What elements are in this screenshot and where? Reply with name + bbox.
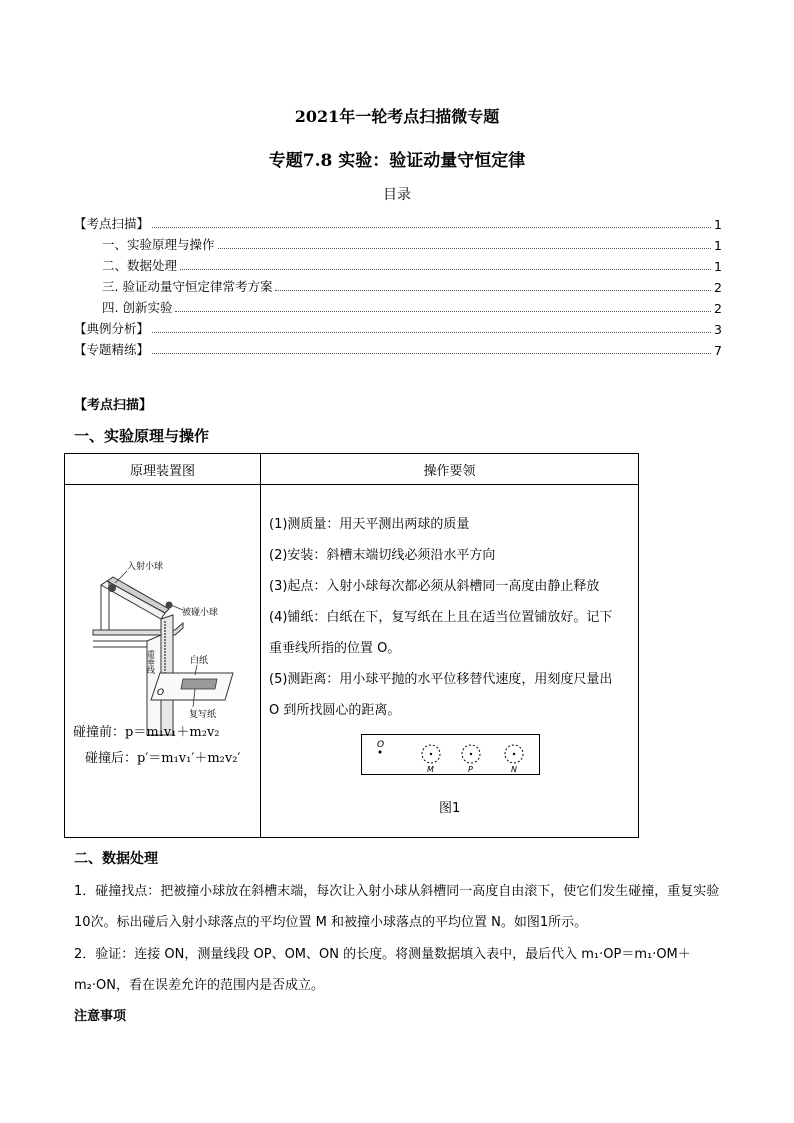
- toc-leader-dots: [218, 248, 711, 249]
- toc-entry-page: 2: [714, 301, 722, 316]
- fig-label-m: M: [427, 765, 434, 774]
- toc-entry-label: 三. 验证动量守恒定律常考方案: [102, 279, 273, 294]
- toc-entry-page: 1: [714, 259, 722, 274]
- label-target-ball: 被碰小球: [182, 608, 219, 618]
- label-point-o: O: [157, 688, 165, 698]
- toc-entry-page: 7: [714, 343, 722, 358]
- fig-label-o: O: [377, 740, 385, 750]
- toc-leader-dots: [152, 227, 711, 228]
- op-step: O 到所找圆心的距离。: [269, 703, 401, 718]
- document-subtitle: 专题7.8 实验：验证动量守恒定律: [268, 151, 526, 171]
- table-of-contents: [74, 211, 722, 358]
- figure-caption: 图1: [439, 801, 461, 816]
- toc-entry[interactable]: [74, 295, 722, 316]
- toc-entry-page: 3: [714, 322, 722, 337]
- diagram-cell: [65, 485, 261, 838]
- section-heading-data: 二、数据处理: [74, 851, 158, 867]
- toc-entry-label: 四. 创新实验: [102, 300, 173, 315]
- experiment-table: [64, 453, 639, 838]
- paragraph-collision: 1．碰撞找点：把被撞小球放在斜槽末端，每次让入射小球从斜槽同一高度自由滚下，使它们发生碰撞，重复实验10次。标出碰后入射小球落点的平均位置 M 和被撞小球落点的平均位置 N。如图1所示。: [74, 884, 720, 930]
- toc-leader-dots: [180, 269, 711, 270]
- toc-entry-label: 【考点扫描】: [74, 216, 150, 231]
- toc-leader-dots: [275, 290, 711, 291]
- toc-entry-label: 【典例分析】: [74, 321, 150, 336]
- toc-leader-dots: [152, 332, 711, 333]
- section-label: 【考点扫描】: [74, 398, 153, 413]
- operations-cell: [261, 485, 639, 838]
- paragraph-verify: 2．验证：连接 ON，测量线段 OP、OM、ON 的长度。将测量数据填入表中，最后代入 m₁·OP＝m₁·OM＋m₂·ON，看在误差允许的范围内是否成立。: [74, 947, 691, 993]
- formula-after: 碰撞后：p′＝m₁v₁′＋m₂v₂′: [85, 751, 241, 766]
- toc-entry[interactable]: [74, 211, 722, 232]
- fig-label-n: N: [511, 765, 517, 774]
- table-header-diagram: 原理装置图: [65, 454, 261, 485]
- toc-entry-label: 【专题精练】: [74, 342, 150, 357]
- incident-ball: [108, 584, 116, 592]
- document-title: 2021年一轮考点扫描微专题: [294, 107, 500, 126]
- toc-entry[interactable]: [74, 274, 722, 295]
- toc-entry[interactable]: [74, 253, 722, 274]
- label-white-paper: 白纸: [190, 656, 209, 666]
- op-step: (3)起点：入射小球每次都必须从斜槽同一高度由静止释放: [269, 579, 600, 594]
- toc-heading: 目录: [383, 187, 411, 203]
- fig-label-p: P: [468, 765, 473, 774]
- section-heading-principle: 一、实验原理与操作: [74, 427, 210, 445]
- toc-entry-page: 1: [714, 238, 722, 253]
- op-step: (4)铺纸：白纸在下，复写纸在上且在适当位置铺放好。记下: [269, 610, 613, 625]
- toc-entry-label: 一、实验原理与操作: [102, 237, 215, 252]
- label-incident-ball: 入射小球: [127, 562, 164, 572]
- label-carbon-paper: 复写纸: [189, 710, 217, 720]
- table-header-operations: 操作要领: [261, 454, 639, 485]
- toc-entry-page: 2: [714, 280, 722, 295]
- operations-list: [269, 509, 639, 726]
- notes-heading: 注意事项: [74, 1009, 127, 1024]
- toc-leader-dots: [175, 311, 711, 312]
- op-step: (2)安装：斜槽末端切线必须沿水平方向: [269, 548, 496, 563]
- figure-1-landing-points: [361, 734, 541, 779]
- toc-entry-page: 1: [714, 217, 722, 232]
- label-plumb-line: 重垂线: [146, 650, 156, 674]
- toc-leader-dots: [152, 353, 711, 354]
- toc-entry[interactable]: [74, 232, 722, 253]
- op-step: 重垂线所指的位置 O。: [269, 641, 401, 656]
- toc-entry[interactable]: [74, 337, 722, 358]
- formula-before: 碰撞前：p＝m₁v₁＋m₂v₂: [73, 725, 220, 740]
- op-step: (1)测质量：用天平测出两球的质量: [269, 517, 470, 532]
- toc-entry-label: 二、数据处理: [102, 258, 178, 273]
- op-step: (5)测距离：用小球平抛的水平位移替代速度，用刻度尺量出: [269, 672, 613, 687]
- toc-entry[interactable]: [74, 316, 722, 337]
